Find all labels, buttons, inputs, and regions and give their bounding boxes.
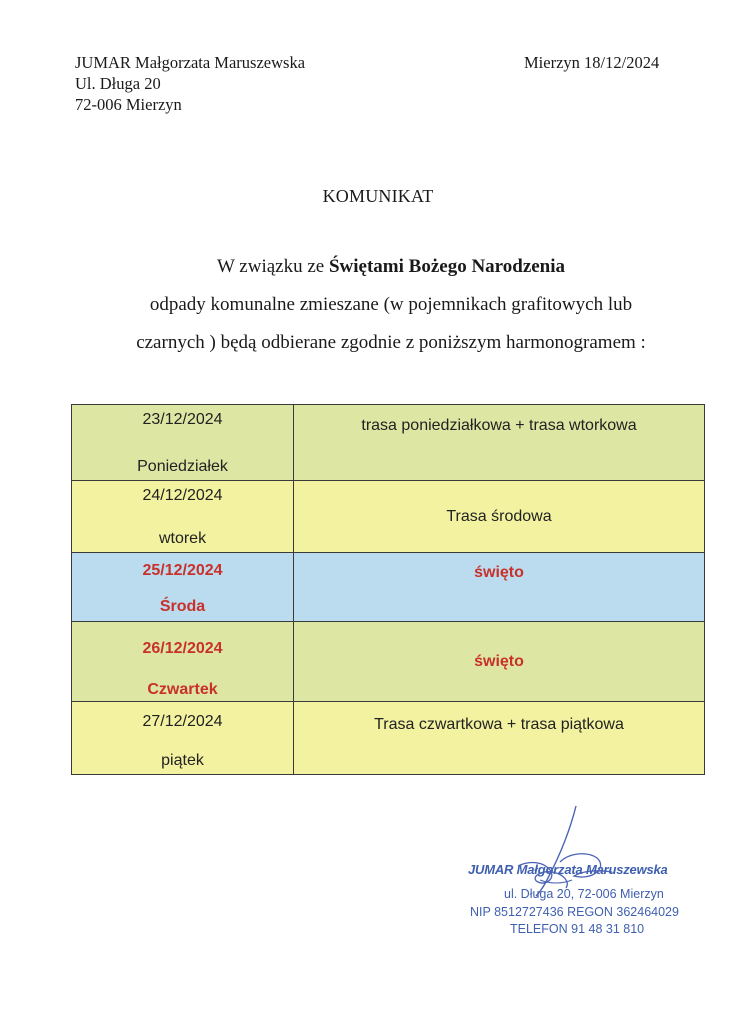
schedule-weekday: Czwartek [147,681,218,698]
schedule-row [72,481,705,553]
schedule-row [72,622,705,702]
schedule-weekday: piątek [161,752,204,769]
schedule-day-cell [72,553,294,622]
schedule-route-cell [294,405,705,481]
schedule-date: 23/12/2024 [142,411,223,428]
schedule-date: 27/12/2024 [142,713,223,730]
schedule-row [72,553,705,622]
stamp-phone: TELEFON 91 48 31 810 [510,922,645,936]
document-title: KOMUNIKAT [322,186,434,206]
intro-line-1 [0,248,756,286]
stamp-company-name: JUMAR Małgorzata Maruszewska [468,862,668,877]
schedule-day-cell [72,702,294,775]
schedule-route: święto [474,564,524,581]
schedule-route-cell [294,702,705,775]
schedule-table [71,404,705,775]
schedule-date: 26/12/2024 [142,640,223,657]
schedule-day-cell [72,622,294,702]
schedule-row [72,405,705,481]
schedule-date: 24/12/2024 [142,487,223,504]
schedule-route-cell [294,481,705,553]
schedule-route-cell [294,553,705,622]
sender-city: 72-006 Mierzyn [75,95,182,114]
schedule-route: Trasa środowa [446,507,552,525]
schedule-row [72,702,705,775]
schedule-route: Trasa czwartkowa + trasa piątkowa [374,716,624,733]
schedule-weekday: Poniedziałek [137,458,228,475]
handwritten-signature-icon [500,800,620,910]
stamp-tax-ids: NIP 8512727436 REGON 362464029 [470,905,679,919]
intro-text [0,248,756,362]
schedule-route: święto [474,652,524,670]
schedule-day-cell [72,405,294,481]
schedule-weekday: Środa [159,598,206,615]
intro-line-2: odpady komunalne zmieszane (w pojemnikach grafitowych lub [149,294,633,315]
schedule-route: trasa poniedziałkowa + trasa wtorkowa [361,416,637,434]
stamp-address: ul. Długa 20, 72-006 Mierzyn [504,887,664,901]
sender-street: Ul. Długa 20 [75,74,161,93]
sender-address [75,52,305,115]
intro-holiday-name: Świętami Bożego Narodzenia [328,256,566,277]
schedule-weekday: wtorek [158,530,207,547]
document-date: Mierzyn 18/12/2024 [524,53,660,72]
sender-company: JUMAR Małgorzata Maruszewska [75,53,306,72]
intro-line-3: czarnych ) będą odbierane zgodnie z poniższym harmonogramem : [136,332,646,353]
schedule-day-cell [72,481,294,553]
schedule-route-cell [294,622,705,702]
schedule-date: 25/12/2024 [142,562,223,579]
intro-prefix: W związku ze [216,256,329,277]
